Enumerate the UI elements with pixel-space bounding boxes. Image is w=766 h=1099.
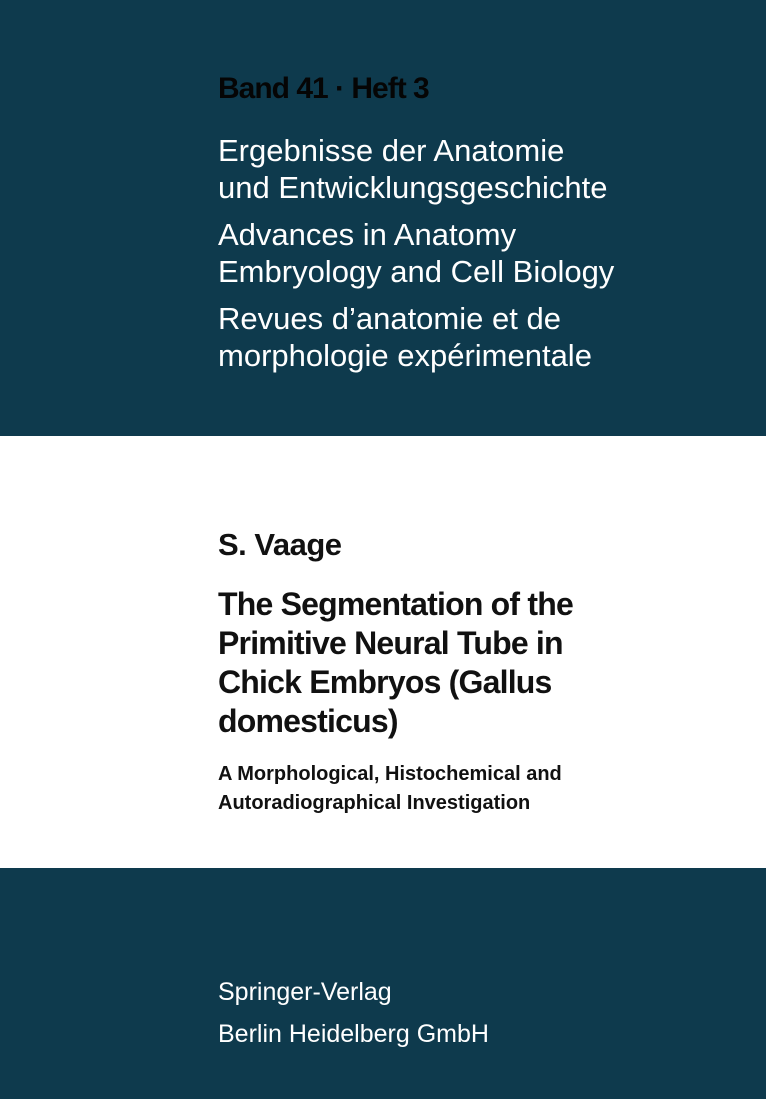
title-line: domesticus) xyxy=(218,703,398,739)
subtitle-line: A Morphological, Histochemical and xyxy=(218,763,562,785)
title-line: Chick Embryos (Gallus xyxy=(218,664,552,700)
series-line: Revues d’anatomie et de xyxy=(218,301,561,336)
publisher-name: Springer-Verlag xyxy=(218,978,392,1006)
book-title xyxy=(218,585,573,741)
series-title-german xyxy=(218,132,607,206)
series-title-english xyxy=(218,216,614,290)
author: S. Vaage xyxy=(218,527,342,562)
book-subtitle xyxy=(218,760,562,818)
series-line: morphologie expérimentale xyxy=(218,338,592,373)
series-line: Ergebnisse der Anatomie xyxy=(218,133,565,168)
series-line: Embryology and Cell Biology xyxy=(218,254,615,289)
title-line: Primitive Neural Tube in xyxy=(218,625,563,661)
series-line: Advances in Anatomy xyxy=(218,217,517,252)
series-line: und Entwicklungsgeschichte xyxy=(218,170,608,205)
title-line: The Segmentation of the xyxy=(218,586,573,622)
subtitle-line: Autoradiographical Investigation xyxy=(218,792,531,814)
series-title-french xyxy=(218,300,592,374)
publisher-location: Berlin Heidelberg GmbH xyxy=(218,1020,489,1048)
volume-label: Band 41 · Heft 3 xyxy=(218,72,429,105)
